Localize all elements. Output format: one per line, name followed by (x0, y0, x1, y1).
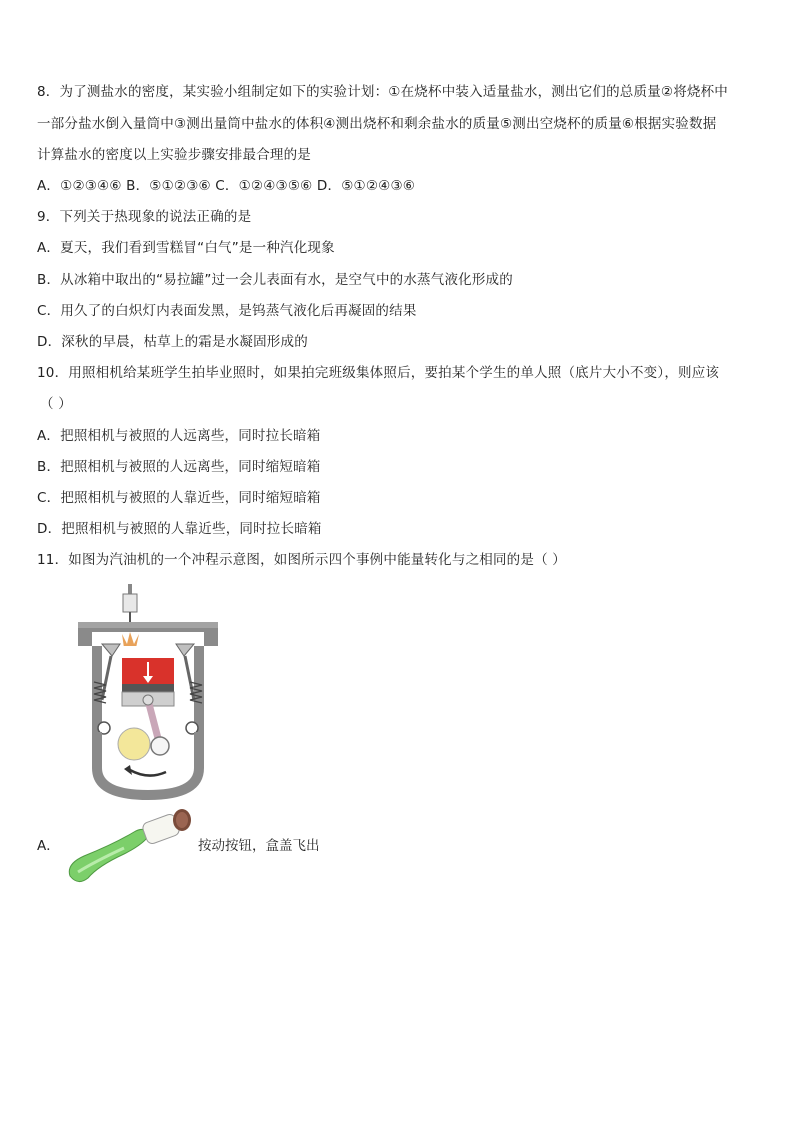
q11-option-a-label: A． (37, 838, 60, 854)
q10-option-d: D．把照相机与被照的人靠近些，同时拉长暗箱 (37, 521, 322, 537)
q9-option-a: A．夏天，我们看到雪糕冒“白气”是一种汽化现象 (37, 240, 335, 256)
q8-stem-line3: 计算盐水的密度以上实验步骤安排最合理的是 (37, 147, 311, 163)
q10-option-c: C．把照相机与被照的人靠近些，同时缩短暗箱 (37, 490, 321, 506)
spark-icon (122, 632, 139, 648)
q10-option-a: A．把照相机与被照的人远离些，同时拉长暗箱 (37, 428, 321, 444)
engine-stroke-diagram (72, 582, 224, 802)
q8-stem-line2: 一部分盐水倒入量筒中③测出量筒中盐水的体积④测出烧杯和剩余盐水的质量⑤测出空烧杯的质量⑥根据实验数据 (37, 116, 717, 132)
q11-stem: 11．如图为汽油机的一个冲程示意图，如图所示四个事例中能量转化与之相同的是（ ） (37, 552, 566, 568)
q9-stem: 9．下列关于热现象的说法正确的是 (37, 209, 252, 225)
q11-option-a-text: 按动按钮，盒盖飞出 (198, 838, 320, 854)
q8-options: A．①②③④⑥ B．⑤①②③⑥ C．①②④③⑤⑥ D．⑤①②④③⑥ (37, 178, 416, 194)
q10-option-b: B．把照相机与被照的人远离些，同时缩短暗箱 (37, 459, 321, 475)
ignition-box-illustration (64, 804, 194, 886)
q9-option-c: C．用久了的白炽灯内表面发黑，是钨蒸气液化后再凝固的结果 (37, 303, 417, 319)
q9-option-b: B．从冰箱中取出的“易拉罐”过一会儿表面有水，是空气中的水蒸气液化形成的 (37, 272, 513, 288)
q9-option-d: D．深秋的早晨，枯草上的霜是水凝固形成的 (37, 334, 308, 350)
q8-stem-line1: 8．为了测盐水的密度，某实验小组制定如下的实验计划：①在烧杯中装入适量盐水，测出它们的总质量②将烧杯中 (37, 84, 728, 100)
q10-answer-paren: （ ） (40, 396, 72, 412)
q10-stem: 10．用照相机给某班学生拍毕业照时，如果拍完班级集体照后，要拍某个学生的单人照（底片大小不变），则应该 (37, 365, 720, 381)
